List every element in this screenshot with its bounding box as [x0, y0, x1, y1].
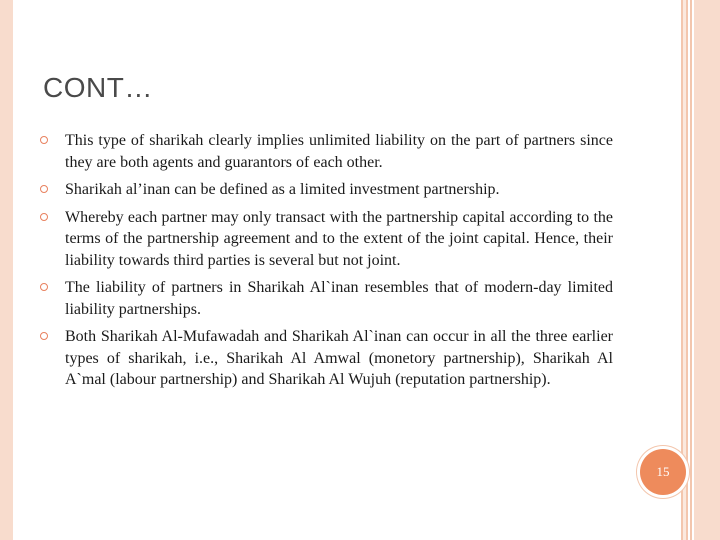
- right-border-band: [694, 0, 720, 540]
- bullet-item: [40, 326, 613, 391]
- slide-title: CONT…: [43, 72, 153, 103]
- bullet-item: [40, 277, 613, 320]
- page-number-badge: [640, 449, 686, 495]
- bullet-text: Whereby each partner may only transact with the partnership capital according to the terms of the partnership agreement and to the extent of the joint capital. Hence, their liability towards third parties is several but not joint.: [65, 208, 613, 269]
- bullet-circle-icon: [40, 185, 48, 193]
- bullet-text: Sharikah al’inan can be defined as a limited investment partnership.: [65, 181, 500, 198]
- bullet-list: [40, 130, 613, 397]
- bullet-item: [40, 207, 613, 272]
- bullet-circle-icon: [40, 213, 48, 221]
- bullet-text: Both Sharikah Al-Mufawadah and Sharikah Al`inan can occur in all the three earlier types of sharikah, i.e., Sharikah Al Amwal (monetory partnership), Sharikah Al A`mal (labour partnership) and Sharikah Al Wujuh (reputation partnership).: [65, 328, 613, 388]
- right-border-line: [686, 0, 688, 540]
- bullet-text: The liability of partners in Sharikah Al`inan resembles that of modern-day limited liability partnerships.: [65, 279, 613, 318]
- bullet-circle-icon: [40, 136, 48, 144]
- bullet-text: This type of sharikah clearly implies unlimited liability on the part of partners since they are both agents and guarantors of each other.: [65, 132, 613, 171]
- bullet-circle-icon: [40, 332, 48, 340]
- left-border-decoration: [0, 0, 13, 540]
- bullet-circle-icon: [40, 283, 48, 291]
- page-number: 15: [656, 464, 670, 479]
- right-border-line: [690, 0, 692, 540]
- bullet-item: [40, 179, 613, 201]
- bullet-item: [40, 130, 613, 173]
